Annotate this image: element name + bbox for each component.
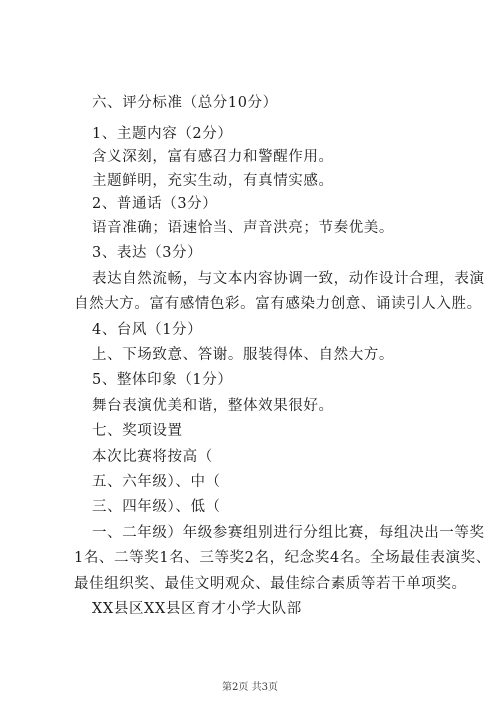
paragraph-line: 主题鲜明，充实生动，有真情实感。 — [92, 173, 334, 189]
signature-line: XX县区XX县区育才小学大队部 — [92, 601, 302, 617]
paragraph-line: 五、六年级）、中（ — [92, 474, 221, 490]
paragraph-line: 一、二年级）年级参赛组别进行分组比赛，每组决出一等奖 — [92, 525, 485, 541]
page-number-footer: 第2页 共3页 — [222, 682, 278, 693]
paragraph-line: 最佳组织奖、最佳文明观众、最佳综合素质等若干单项奖。 — [74, 576, 467, 592]
criteria-heading-demeanor: 4、台风（1分） — [92, 322, 203, 338]
criteria-heading-expression: 3、表达（3分） — [92, 245, 203, 261]
paragraph-line: 本次比赛将按高（ — [92, 449, 213, 465]
criteria-heading-impression: 5、整体印象（1分） — [92, 372, 233, 388]
paragraph-line: 语音准确；语速恰当、声音洪亮；节奏优美。 — [92, 220, 394, 236]
criteria-heading-mandarin: 2、普通话（3分） — [92, 196, 218, 212]
paragraph-line: 上、下场致意、答谢。服装得体、自然大方。 — [92, 347, 394, 363]
section-heading-awards: 七、奖项设置 — [92, 423, 183, 439]
paragraph-line: 舞台表演优美和谐，整体效果很好。 — [92, 398, 334, 414]
criteria-heading-theme: 1、主题内容（2分） — [92, 126, 233, 142]
section-heading-scoring: 六、评分标准（总分10分） — [92, 95, 278, 111]
paragraph-line: 自然大方。富有感情色彩。富有感染力创意、诵读引人入胜。 — [74, 296, 482, 312]
paragraph-line: 含义深刻，富有感召力和警醒作用。 — [92, 149, 334, 165]
paragraph-line: 三、四年级）、低（ — [92, 499, 221, 515]
paragraph-line: 1名、二等奖1名、三等奖2名，纪念奖4名。全场最佳表演奖、 — [74, 550, 491, 566]
paragraph-line: 表达自然流畅，与文本内容协调一致，动作设计合理，表演 — [92, 271, 485, 287]
